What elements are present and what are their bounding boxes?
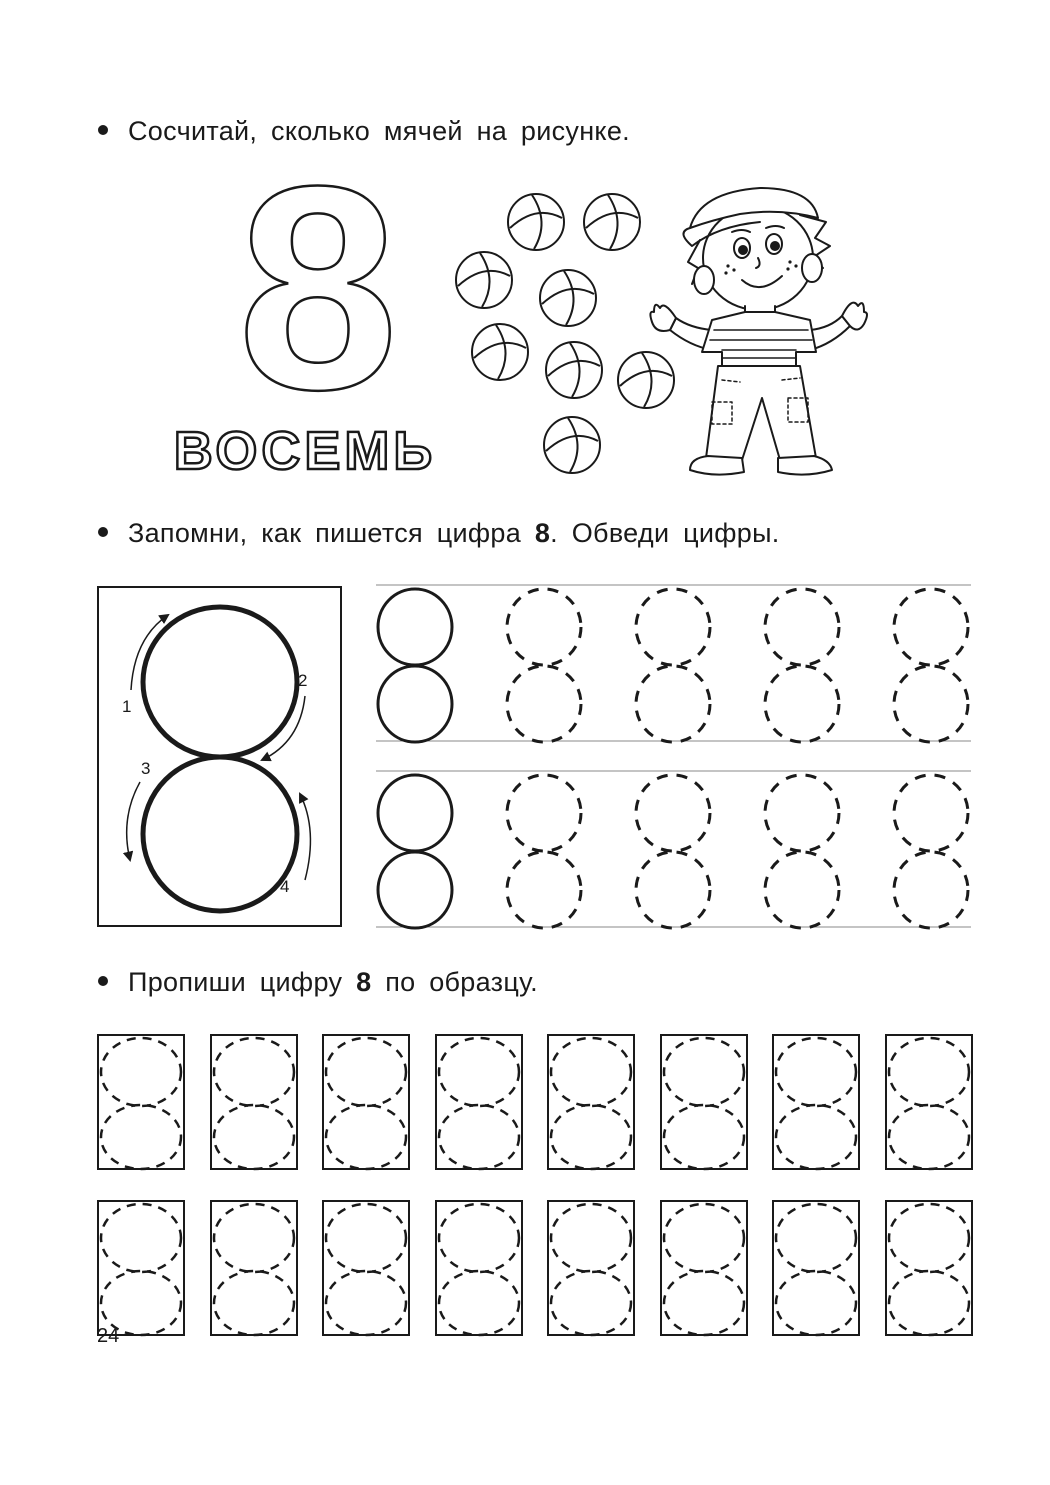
ball xyxy=(472,324,528,380)
practice-box[interactable] xyxy=(436,1201,522,1335)
task-text: Сосчитай, сколько мячей на рисунке. xyxy=(128,116,630,146)
boy-illustration xyxy=(650,188,867,475)
practice-grid xyxy=(98,1035,972,1335)
sample-digit xyxy=(378,775,452,928)
practice-box[interactable] xyxy=(661,1201,747,1335)
ball xyxy=(508,194,564,250)
digit-word: ВОСЕМЬ xyxy=(173,421,437,481)
step-label-2: 2 xyxy=(298,671,308,690)
step-label-3: 3 xyxy=(141,759,151,778)
tracing-rows xyxy=(376,585,971,928)
practice-box[interactable] xyxy=(773,1201,859,1335)
trace-digit-dashed xyxy=(507,589,581,742)
trace-digit-dashed xyxy=(894,589,968,742)
practice-box[interactable] xyxy=(548,1035,634,1169)
task-text-end: по образцу. xyxy=(371,967,538,997)
practice-box[interactable] xyxy=(886,1035,972,1169)
practice-box[interactable] xyxy=(98,1035,184,1169)
tracing-row xyxy=(376,585,971,742)
practice-box[interactable] xyxy=(548,1201,634,1335)
ball xyxy=(456,252,512,308)
step-label-4: 4 xyxy=(280,877,290,896)
practice-box[interactable] xyxy=(211,1201,297,1335)
practice-box[interactable] xyxy=(886,1201,972,1335)
step-label-1: 1 xyxy=(122,697,132,716)
big-digit-eight-outline xyxy=(237,126,398,450)
trace-digit-dashed xyxy=(636,775,710,928)
practice-box[interactable] xyxy=(323,1035,409,1169)
practice-box[interactable] xyxy=(323,1201,409,1335)
task-digit: 8 xyxy=(356,967,372,997)
arrow-step-3 xyxy=(127,782,140,860)
practice-box[interactable] xyxy=(211,1035,297,1169)
practice-box[interactable] xyxy=(661,1035,747,1169)
trace-digit-dashed xyxy=(765,775,839,928)
practice-box[interactable] xyxy=(773,1035,859,1169)
ball xyxy=(544,417,600,473)
trace-digit-dashed xyxy=(894,775,968,928)
task-digit: 8 xyxy=(534,518,551,548)
trace-digit-dashed xyxy=(765,589,839,742)
stroke-order-demo xyxy=(98,587,341,926)
big-digit-text: 8 xyxy=(237,126,399,450)
demo-lower-loop xyxy=(143,757,297,911)
ball xyxy=(540,270,596,326)
trace-digit-dashed xyxy=(636,589,710,742)
task-text-end: . Обведи цифры. xyxy=(550,518,780,548)
ball xyxy=(584,194,640,250)
demo-upper-loop xyxy=(143,607,297,757)
arrow-step-4 xyxy=(300,794,310,880)
practice-box[interactable] xyxy=(98,1201,184,1335)
page-number: 24 xyxy=(97,1325,120,1347)
ball xyxy=(546,342,602,398)
tracing-row xyxy=(376,771,971,928)
task-text-start: Пропиши цифру xyxy=(128,967,357,997)
ball xyxy=(618,352,674,408)
task-text-start: Запомни, как пишется цифра xyxy=(128,518,535,548)
practice-box[interactable] xyxy=(436,1035,522,1169)
balls-group xyxy=(456,194,674,473)
sample-digit xyxy=(378,589,452,742)
trace-digit-dashed xyxy=(507,775,581,928)
